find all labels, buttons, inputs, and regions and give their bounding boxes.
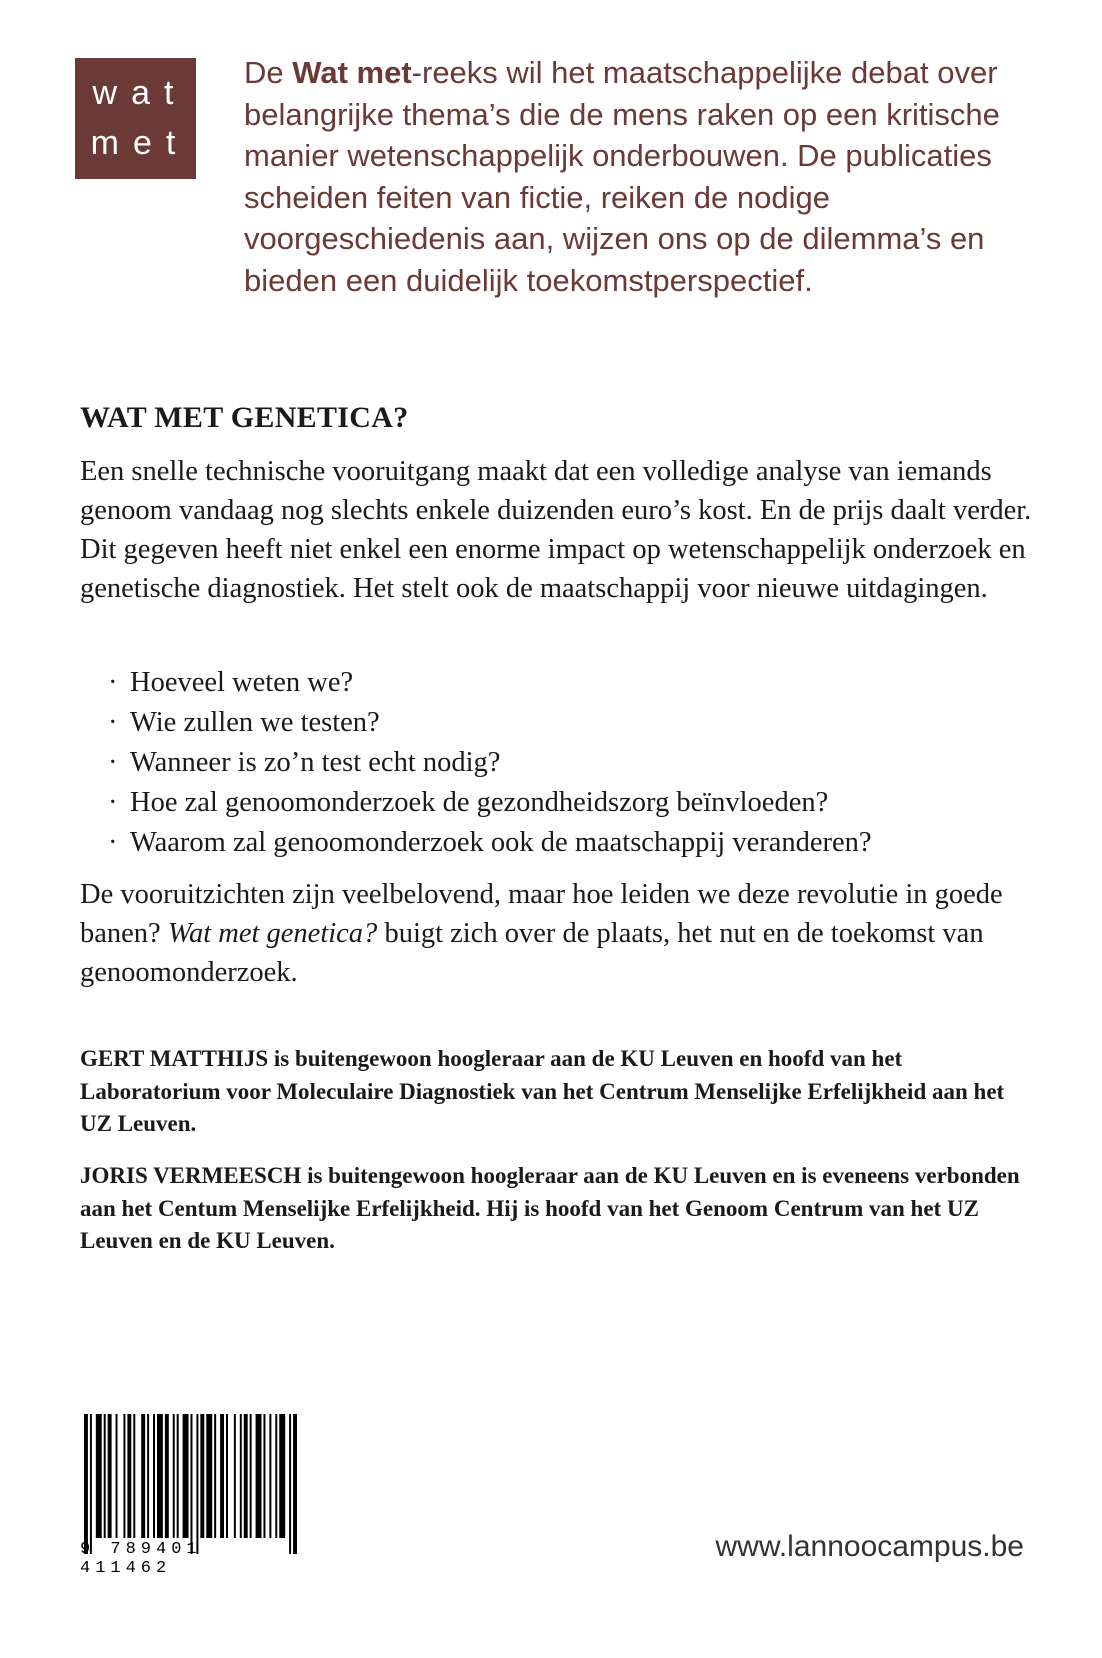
logo-line-2: met	[90, 124, 190, 162]
book-title: WAT MET GENETICA?	[80, 401, 409, 434]
question-text: Hoeveel weten we?	[130, 667, 354, 698]
question-text: Waarom zal genoomonderzoek ook de maatschappij veranderen?	[130, 827, 872, 858]
series-logo	[75, 58, 196, 179]
barcode-icon	[84, 1414, 297, 1554]
question-text: Hoe zal genoomonderzoek de gezondheidszorg beïnvloeden?	[130, 787, 829, 818]
author-bio-matthijs: GERT MATTHIJS is buitengewoon hoogleraar aan de KU Leuven en hoofd van het Laboratorium voor Moleculaire Diagnostiek van het Centrum Menselijke Erfelijkheid aan het UZ Leuven.	[80, 1046, 1005, 1136]
closing-before: De vooruitzichten zijn veelbelovend, maar hoe leiden we deze revolutie in goede banen?	[80, 879, 1003, 949]
intro-paragraph: Een snelle technische vooruitgang maakt dat een volledige analyse van iemands genoom vandaag nog slechts enkele duizenden euro’s kost. En de prijs daalt verder. Dit gegeven heeft niet enkel een enorme impact op wetenschappelijk onderzoek en genetische diagnostiek. Het stelt ook de maatschappij voor nieuwe uitdagingen.	[80, 456, 1032, 604]
list-item	[108, 823, 1048, 863]
author-bio-vermeesch: JORIS VERMEESCH is buitengewoon hoogleraar aan de KU Leuven en is eveneens verbonden aan het Centum Menselijke Erfelijkheid. Hij is hoofd van het Genoom Centrum van het UZ Leuven en de KU Leuven.	[80, 1163, 1020, 1253]
question-text: Wie zullen we testen?	[130, 707, 380, 738]
logo-line-1: wat	[92, 74, 188, 112]
closing-after: buigt zich over de plaats, het nut en de toekomst van genoomonderzoek.	[80, 918, 984, 988]
bullet-icon: ·	[108, 667, 118, 698]
list-item	[108, 783, 1048, 823]
closing-title-italic: Wat met genetica?	[167, 918, 378, 949]
series-intro	[244, 52, 1044, 301]
list-item	[108, 703, 1048, 743]
series-intro-rest: -reeks wil het maatschappelijke debat over belangrijke thema’s die de mens raken op een kritische manier wetenschappelijk onderbouwen. De publicaties scheiden feiten van fictie, reiken de nodige voorgeschiedenis aan, wijzen ons op de dilemma’s en bieden een duidelijk toekomstperspectief.	[244, 55, 1000, 298]
bullet-icon: ·	[108, 827, 118, 858]
closing-paragraph	[80, 875, 1040, 992]
bullet-icon: ·	[108, 747, 118, 778]
list-item	[108, 743, 1048, 783]
list-item	[108, 663, 1048, 703]
question-text: Wanneer is zo’n test echt nodig?	[130, 747, 501, 778]
bullet-icon: ·	[108, 787, 118, 818]
bullet-icon: ·	[108, 707, 118, 738]
series-intro-prefix: De	[244, 55, 293, 90]
website-url: www.lannoocampus.be	[715, 1530, 1024, 1563]
isbn-digits: 9 789401 411462	[80, 1540, 202, 1578]
series-intro-bold: Wat met	[292, 55, 412, 90]
question-list	[108, 663, 1048, 863]
